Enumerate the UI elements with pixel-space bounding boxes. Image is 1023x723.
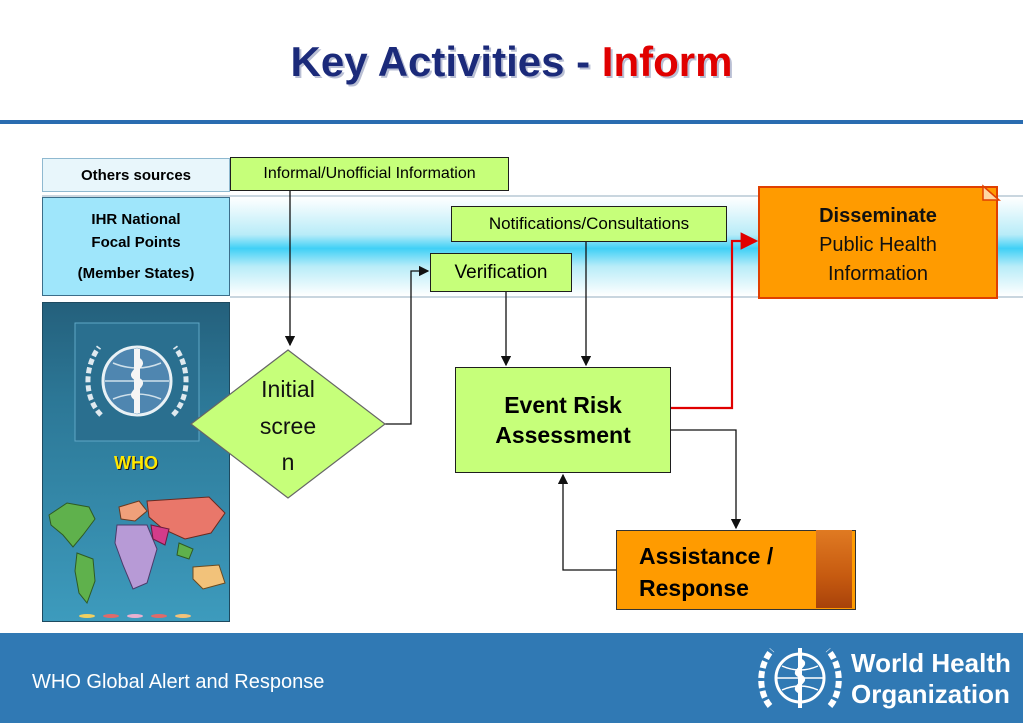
report-cover-image [816, 530, 852, 608]
disseminate-line-2: Public Health [819, 234, 937, 256]
event-risk-line-1: Event Risk [504, 392, 622, 418]
ihr-line-1: IHR National [91, 211, 181, 228]
assistance-line-1: Assistance / [639, 543, 774, 569]
org-name-line-1: World Health [851, 648, 1011, 678]
ihr-line-2: Focal Points [91, 234, 181, 251]
disseminate-line-3: Information [827, 263, 929, 285]
ihr-line-3: (Member States) [77, 265, 195, 282]
others-sources-cell: Others sources [42, 158, 230, 192]
disseminate-title: Disseminate [819, 205, 937, 227]
who-label: WHO [114, 453, 158, 473]
initial-screen-line-3: n [281, 449, 295, 475]
organization-name [851, 648, 1011, 710]
initial-screen-line-2: scree [259, 413, 317, 439]
verification-box: Verification [430, 253, 572, 292]
org-name-line-2: Organization [851, 679, 1010, 709]
assistance-line-2: Response [639, 575, 749, 601]
informal-information-box: Informal/Unofficial Information [230, 157, 509, 191]
who-logo-icon [756, 640, 844, 716]
footer-text: WHO Global Alert and Response [32, 671, 325, 693]
notifications-box: Notifications/Consultations [451, 206, 727, 242]
event-risk-line-2: Assessment [495, 422, 631, 448]
title-main: Key Activities - [290, 38, 602, 85]
title-accent: Inform [601, 38, 733, 85]
initial-screen-line-1: Initial [261, 376, 315, 402]
